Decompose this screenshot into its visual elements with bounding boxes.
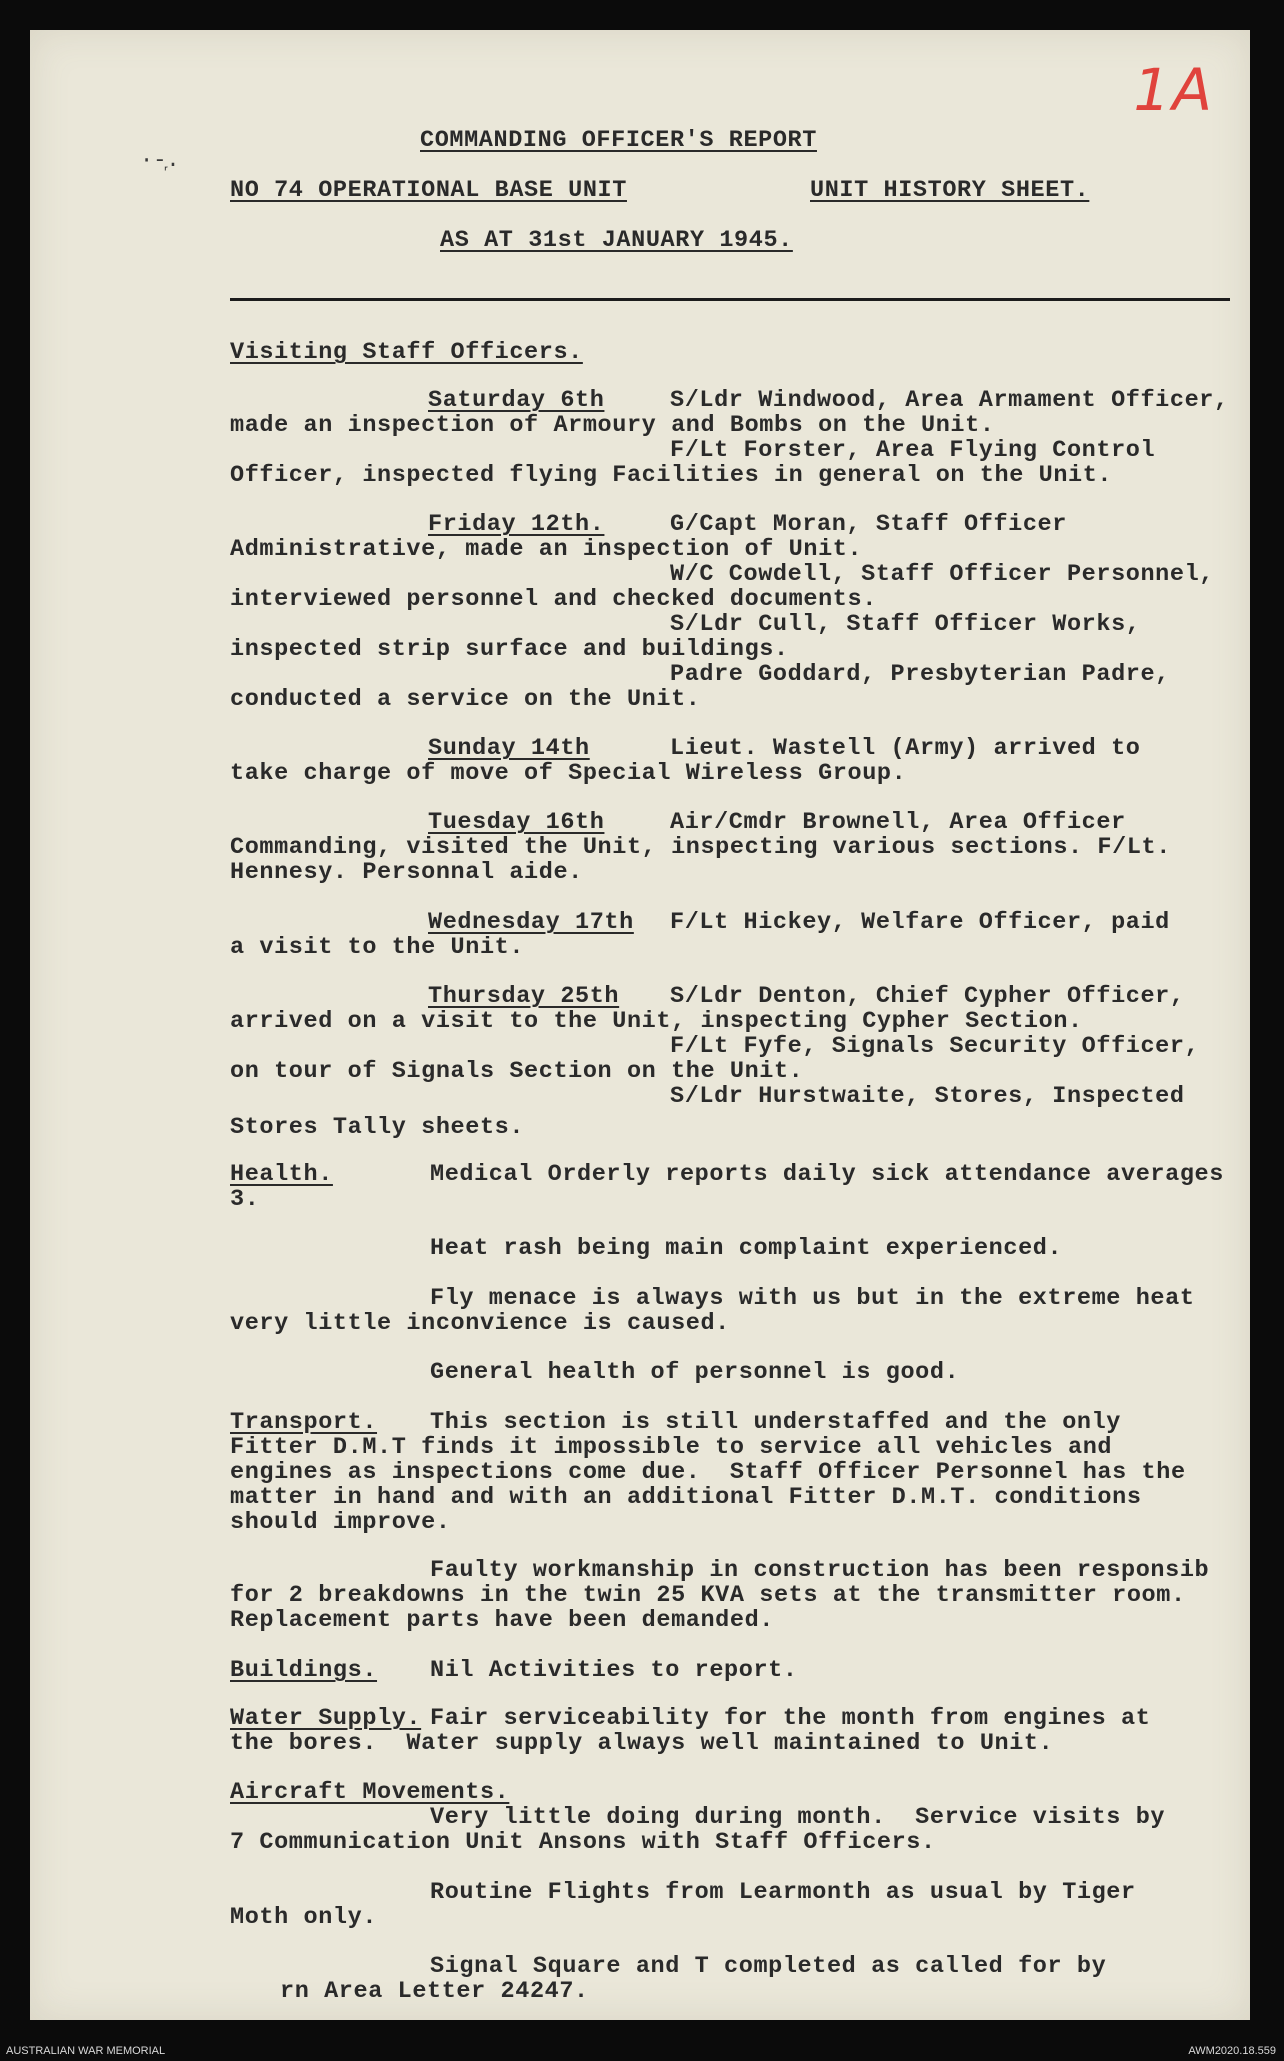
section-water-title: Water Supply.: [230, 1705, 422, 1732]
text-line: G/Capt Moran, Staff Officer: [670, 511, 1067, 538]
section-buildings-title: Buildings.: [230, 1657, 378, 1684]
text-line: S/Ldr Windwood, Area Armament Officer,: [670, 387, 1229, 414]
report-date: AS AT 31st JANUARY 1945.: [440, 227, 793, 254]
text-line: Very little doing during month. Service visits by: [430, 1804, 1166, 1831]
text-line: 3.: [230, 1186, 260, 1213]
unit-name: NO 74 OPERATIONAL BASE UNIT: [230, 177, 627, 204]
text-line: arrived on a visit to the Unit, inspecting Cypher Section.: [230, 1008, 1083, 1035]
footer-left: AUSTRALIAN WAR MEMORIAL: [6, 2045, 166, 2057]
text-line: the bores. Water supply always well maintained to Unit.: [230, 1730, 1054, 1757]
text-line: Hennesy. Personnal aide.: [230, 859, 583, 886]
text-line: Fitter D.M.T finds it impossible to service all vehicles and: [230, 1434, 1113, 1461]
report-title: COMMANDING OFFICER'S REPORT: [420, 127, 817, 154]
text-line: F/Lt Forster, Area Flying Control: [670, 437, 1156, 464]
date-tuesday: Tuesday 16th: [428, 809, 605, 836]
text-line: This section is still understaffed and the only: [430, 1409, 1122, 1436]
section-health-title: Health.: [230, 1161, 333, 1188]
text-line: Heat rash being main complaint experienced.: [430, 1235, 1063, 1262]
text-line: Air/Cmdr Brownell, Area Officer: [670, 809, 1126, 836]
date-friday: Friday 12th.: [428, 511, 605, 538]
text-line: S/Ldr Cull, Staff Officer Works,: [670, 611, 1141, 638]
text-line: a visit to the Unit.: [230, 934, 525, 961]
date-wednesday: Wednesday 17th: [428, 909, 634, 936]
date-thursday: Thursday 25th: [428, 983, 620, 1010]
text-line: Nil Activities to report.: [430, 1657, 798, 1684]
text-line: interviewed personnel and checked documents.: [230, 586, 877, 613]
text-line: Moth only.: [230, 1904, 378, 1931]
text-line: Officer, inspected flying Facilities in general on the Unit.: [230, 462, 1113, 489]
text-line: on tour of Signals Section on the Unit.: [230, 1058, 804, 1085]
text-line: inspected strip surface and buildings.: [230, 636, 789, 663]
text-line: take charge of move of Special Wireless Group.: [230, 760, 907, 787]
header-rule: [230, 298, 1230, 301]
text-line: General health of personnel is good.: [430, 1359, 960, 1386]
margin-mark: ·-᷊.: [140, 148, 180, 173]
folio-number: 1A: [1133, 56, 1214, 124]
text-line: made an inspection of Armoury and Bombs on the Unit.: [230, 412, 995, 439]
text-line: Padre Goddard, Presbyterian Padre,: [670, 661, 1170, 688]
text-line: Fly menace is always with us but in the extreme heat: [430, 1285, 1195, 1312]
text-line: matter in hand and with an additional Fitter D.M.T. conditions: [230, 1484, 1142, 1511]
text-line: Administrative, made an inspection of Unit.: [230, 536, 863, 563]
text-line: Commanding, visited the Unit, inspecting various sections. F/Lt.: [230, 834, 1171, 861]
date-saturday: Saturday 6th: [428, 387, 605, 414]
footer-right: AWM2020.18.559: [1188, 2045, 1276, 2057]
text-line: conducted a service on the Unit.: [230, 686, 701, 713]
text-line: Faulty workmanship in construction has been responsib: [430, 1557, 1210, 1584]
archive-footer: [0, 2031, 1284, 2061]
text-line: Stores Tally sheets.: [230, 1114, 525, 1141]
date-sunday: Sunday 14th: [428, 735, 590, 762]
text-line: very little inconvience is caused.: [230, 1310, 730, 1337]
text-line: rn Area Letter 24247.: [280, 1978, 589, 2005]
text-line: F/Lt Fyfe, Signals Security Officer,: [670, 1033, 1200, 1060]
text-line: Lieut. Wastell (Army) arrived to: [670, 735, 1141, 762]
text-line: W/C Cowdell, Staff Officer Personnel,: [670, 561, 1214, 588]
text-line: engines as inspections come due. Staff Officer Personnel has the: [230, 1459, 1186, 1486]
document-page: [30, 30, 1250, 2020]
text-line: Routine Flights from Learmonth as usual by Tiger: [430, 1879, 1136, 1906]
text-line: should improve.: [230, 1509, 451, 1536]
sheet-title: UNIT HISTORY SHEET.: [810, 177, 1090, 204]
text-line: Fair serviceability for the month from engines at: [430, 1705, 1151, 1732]
text-line: S/Ldr Denton, Chief Cypher Officer,: [670, 983, 1185, 1010]
text-line: S/Ldr Hurstwaite, Stores, Inspected: [670, 1083, 1185, 1110]
text-line: Replacement parts have been demanded.: [230, 1607, 774, 1634]
text-line: Medical Orderly reports daily sick attendance averages: [430, 1161, 1224, 1188]
section-visiting-title: Visiting Staff Officers.: [230, 339, 583, 366]
text-line: for 2 breakdowns in the twin 25 KVA sets at the transmitter room.: [230, 1582, 1186, 1609]
section-transport-title: Transport.: [230, 1409, 378, 1436]
text-line: 7 Communication Unit Ansons with Staff Officers.: [230, 1829, 936, 1856]
text-line: F/Lt Hickey, Welfare Officer, paid: [670, 909, 1170, 936]
text-line: Signal Square and T completed as called for by: [430, 1953, 1107, 1980]
section-aircraft-title: Aircraft Movements.: [230, 1779, 510, 1806]
